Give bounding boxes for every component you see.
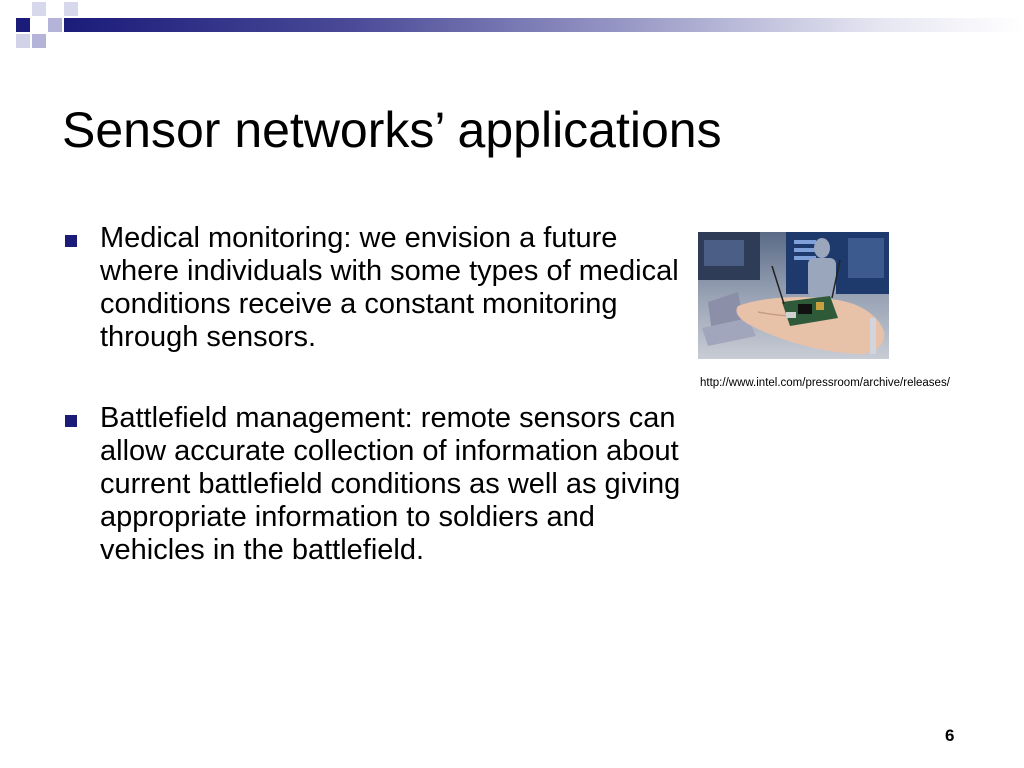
sensor-device-photo [698,232,889,359]
page-number: 6 [945,726,955,745]
sensor-in-hand-illustration [698,232,889,359]
header-square [16,34,30,48]
bullet-text: Medical monitoring: we envision a future where individuals with some types of medical conditions receive a constant monitoring through sensors. [100,222,679,353]
bullet-text: Battlefield management: remote sensors can allow accurate collection of information about current battlefield conditions as well as giving appropriate information to soldiers and vehicles in the battlefield. [100,402,681,566]
header-square [32,2,46,16]
header-square [48,18,62,32]
bullet-list [62,222,682,615]
bullet-item [62,402,682,567]
header-square [64,2,78,16]
header-gradient-band [64,18,1024,32]
image-source-caption: http://www.intel.com/pressroom/archive/releases/ [700,377,950,389]
slide-title: Sensor networks’ applications [62,102,722,158]
header-square [32,34,46,48]
square-bullet-icon [65,235,77,247]
header-square [16,18,30,32]
square-bullet-icon [65,415,77,427]
bullet-item [62,222,682,354]
